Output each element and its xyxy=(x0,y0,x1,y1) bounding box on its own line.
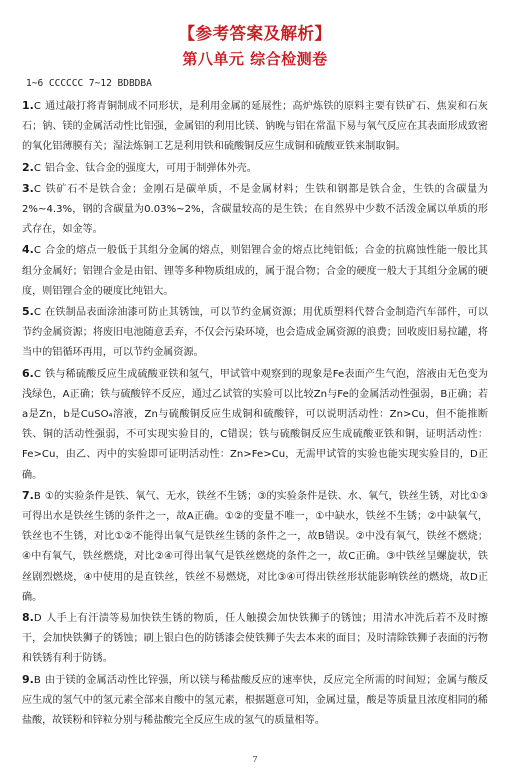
answer-letter: D xyxy=(33,613,42,625)
answer-item-6 xyxy=(22,364,488,486)
answer-number: 8. xyxy=(22,611,34,625)
answer-item-3 xyxy=(22,179,488,241)
answer-number: 5. xyxy=(22,305,34,319)
answer-letter: C xyxy=(33,101,41,112)
unit-title: 第八单元 综合检测卷 xyxy=(182,50,328,68)
answer-letter: C xyxy=(33,183,41,195)
answer-explanation: 人手上有汗渍等易加快铁生锈的物质，任人触摸会加快铁狮子的锈蚀；用清水冲洗后若不及时擦干，会加快铁狮子的锈蚀；刷上银白色的防锈漆会使铁狮子失去本来的面目；及时清除铁狮子表面的污物和铁锈有利于防锈。 xyxy=(22,613,488,665)
answer-explanation: 铁矿石不是铁合金；金刚石是碳单质，不是金属材料；生铁和钢都是铁合金，生铁的含碳量为2%~4.3%，钢的含碳量为0.03%~2%，含碳量较高的是生铁；在自然界中少数不活泼金属以单质的形式存在，如金等。 xyxy=(22,183,488,236)
answer-number: 6. xyxy=(22,366,34,380)
answer-letter: C xyxy=(33,368,41,380)
answer-explanation: 由于镁的金属活动性比锌强，所以镁与稀盐酸反应的速率快，反应完全所需的时间短；金属与酸反应生成的氢气中的氢元素全部来自酸中的氢元素，根据题意可知，金属过量，酸是等质量且浓度相同的稀盐酸，故镁粉和锌粒分别与稀盐酸完全反应生成的氢气的质量相等。 xyxy=(22,674,488,727)
answer-list xyxy=(22,96,488,731)
answer-letter: C xyxy=(33,245,41,257)
answer-number: 3. xyxy=(22,181,34,195)
answer-item-9 xyxy=(22,670,488,732)
answer-letter: B xyxy=(33,490,41,502)
answer-item-5 xyxy=(22,302,488,364)
answer-letter: B xyxy=(33,674,41,686)
answer-explanation: 铝合金、钛合金的强度大，可用于制弹体外壳。 xyxy=(44,162,257,174)
answer-explanation: ①的实验条件是铁、氧气、无水，铁丝不生锈；③的实验条件是铁、水、氧气，铁丝生锈，对比①③可得出水是铁丝生锈的条件之一，故A正确。①②的变量不唯一，①中缺水，铁丝不生锈；②中缺氧气，铁丝也不生锈，对比①②不能得出氧气是铁丝生锈的条件之一，故B错误。②中没有氧气，铁丝不燃烧；④中有氧气，铁丝燃烧，对比②④可得出氧气是铁丝燃烧的条件之一，故C正确。③中铁丝呈螺旋状，铁丝剧烈燃烧，④中使用的是直铁丝，铁丝不易燃烧，对比③④可得出铁丝形状能影响铁丝的燃烧，故D正确。 xyxy=(22,490,488,603)
answer-number: 9. xyxy=(22,672,34,686)
answer-letter: C xyxy=(33,162,41,174)
answer-item-1 xyxy=(22,96,488,158)
answer-explanation: 在铁制品表面涂油漆可防止其锈蚀，可以节约金属资源；用优质塑料代替合金制造汽车部件，可以节约金属资源；将废旧电池随意丢弃，不仅会污染环境，也会造成金属资源的浪费；回收废旧易拉罐，将当中的铝循环再用，可以节约金属资源。 xyxy=(22,307,488,359)
answer-item-8 xyxy=(22,608,488,670)
answer-explanation: 铁与稀硫酸反应生成硫酸亚铁和氢气，甲试管中观察到的现象是Fe表面产生气泡，溶液由无色变为浅绿色，A正确；铁与硫酸锌不反应，通过乙试管的实验可以比较Zn与Fe的金属活动性强弱，B正确；若a是Zn，b是CuSO₄溶液，Zn与硫酸铜反应生成铜和硫酸锌，可以说明活动性：Zn>Cu，但不能推断铁、铜的活动性强弱，不可实现实验目的，C错误；铁与硫酸铜反应生成硫酸亚铁和铜，证明活动性：Fe>Cu，由乙、丙中的实验即可证明活动性：Zn>Fe>Cu，无需甲试管的实验也能实现实验目的，D正确。 xyxy=(22,368,488,481)
multiple-choice-answers: 1~6 CCCCCC 7~12 BDBDBA xyxy=(26,78,152,89)
answer-item-4 xyxy=(22,240,488,302)
answer-explanation: 通过敲打将青铜制成不同形状，是利用金属的延展性；高炉炼铁的原料主要有铁矿石、焦炭和石灰石；钠、镁的金属活动性比铝强，金属铝的利用比镁、钠晚与铝在常温下易与氧气反应在其表面形成致密的氧化铝薄膜有关；湿法炼铜工艺是利用铁和硫酸铜反应生成铜和硫酸亚铁来制取铜。 xyxy=(22,101,488,153)
answer-number: 2. xyxy=(22,160,34,174)
answer-number: 1. xyxy=(22,99,34,112)
answer-item-2 xyxy=(22,158,488,179)
answer-explanation: 合金的熔点一般低于其组分金属的熔点，则铝锂合金的熔点比纯铝低；合金的抗腐蚀性能一般比其组分金属好；铝锂合金是由铝、锂等多种物质组成的，属于混合物；合金的硬度一般大于其组分金属的硬度，则铝锂合金的硬度比纯铝大。 xyxy=(22,245,488,297)
answer-number: 4. xyxy=(22,243,34,257)
page-number: 7 xyxy=(252,755,258,765)
answer-title: 【参考答案及解析】 xyxy=(178,24,332,43)
answer-item-7 xyxy=(22,486,488,608)
answer-number: 7. xyxy=(22,488,34,502)
answer-letter: C xyxy=(33,307,41,319)
